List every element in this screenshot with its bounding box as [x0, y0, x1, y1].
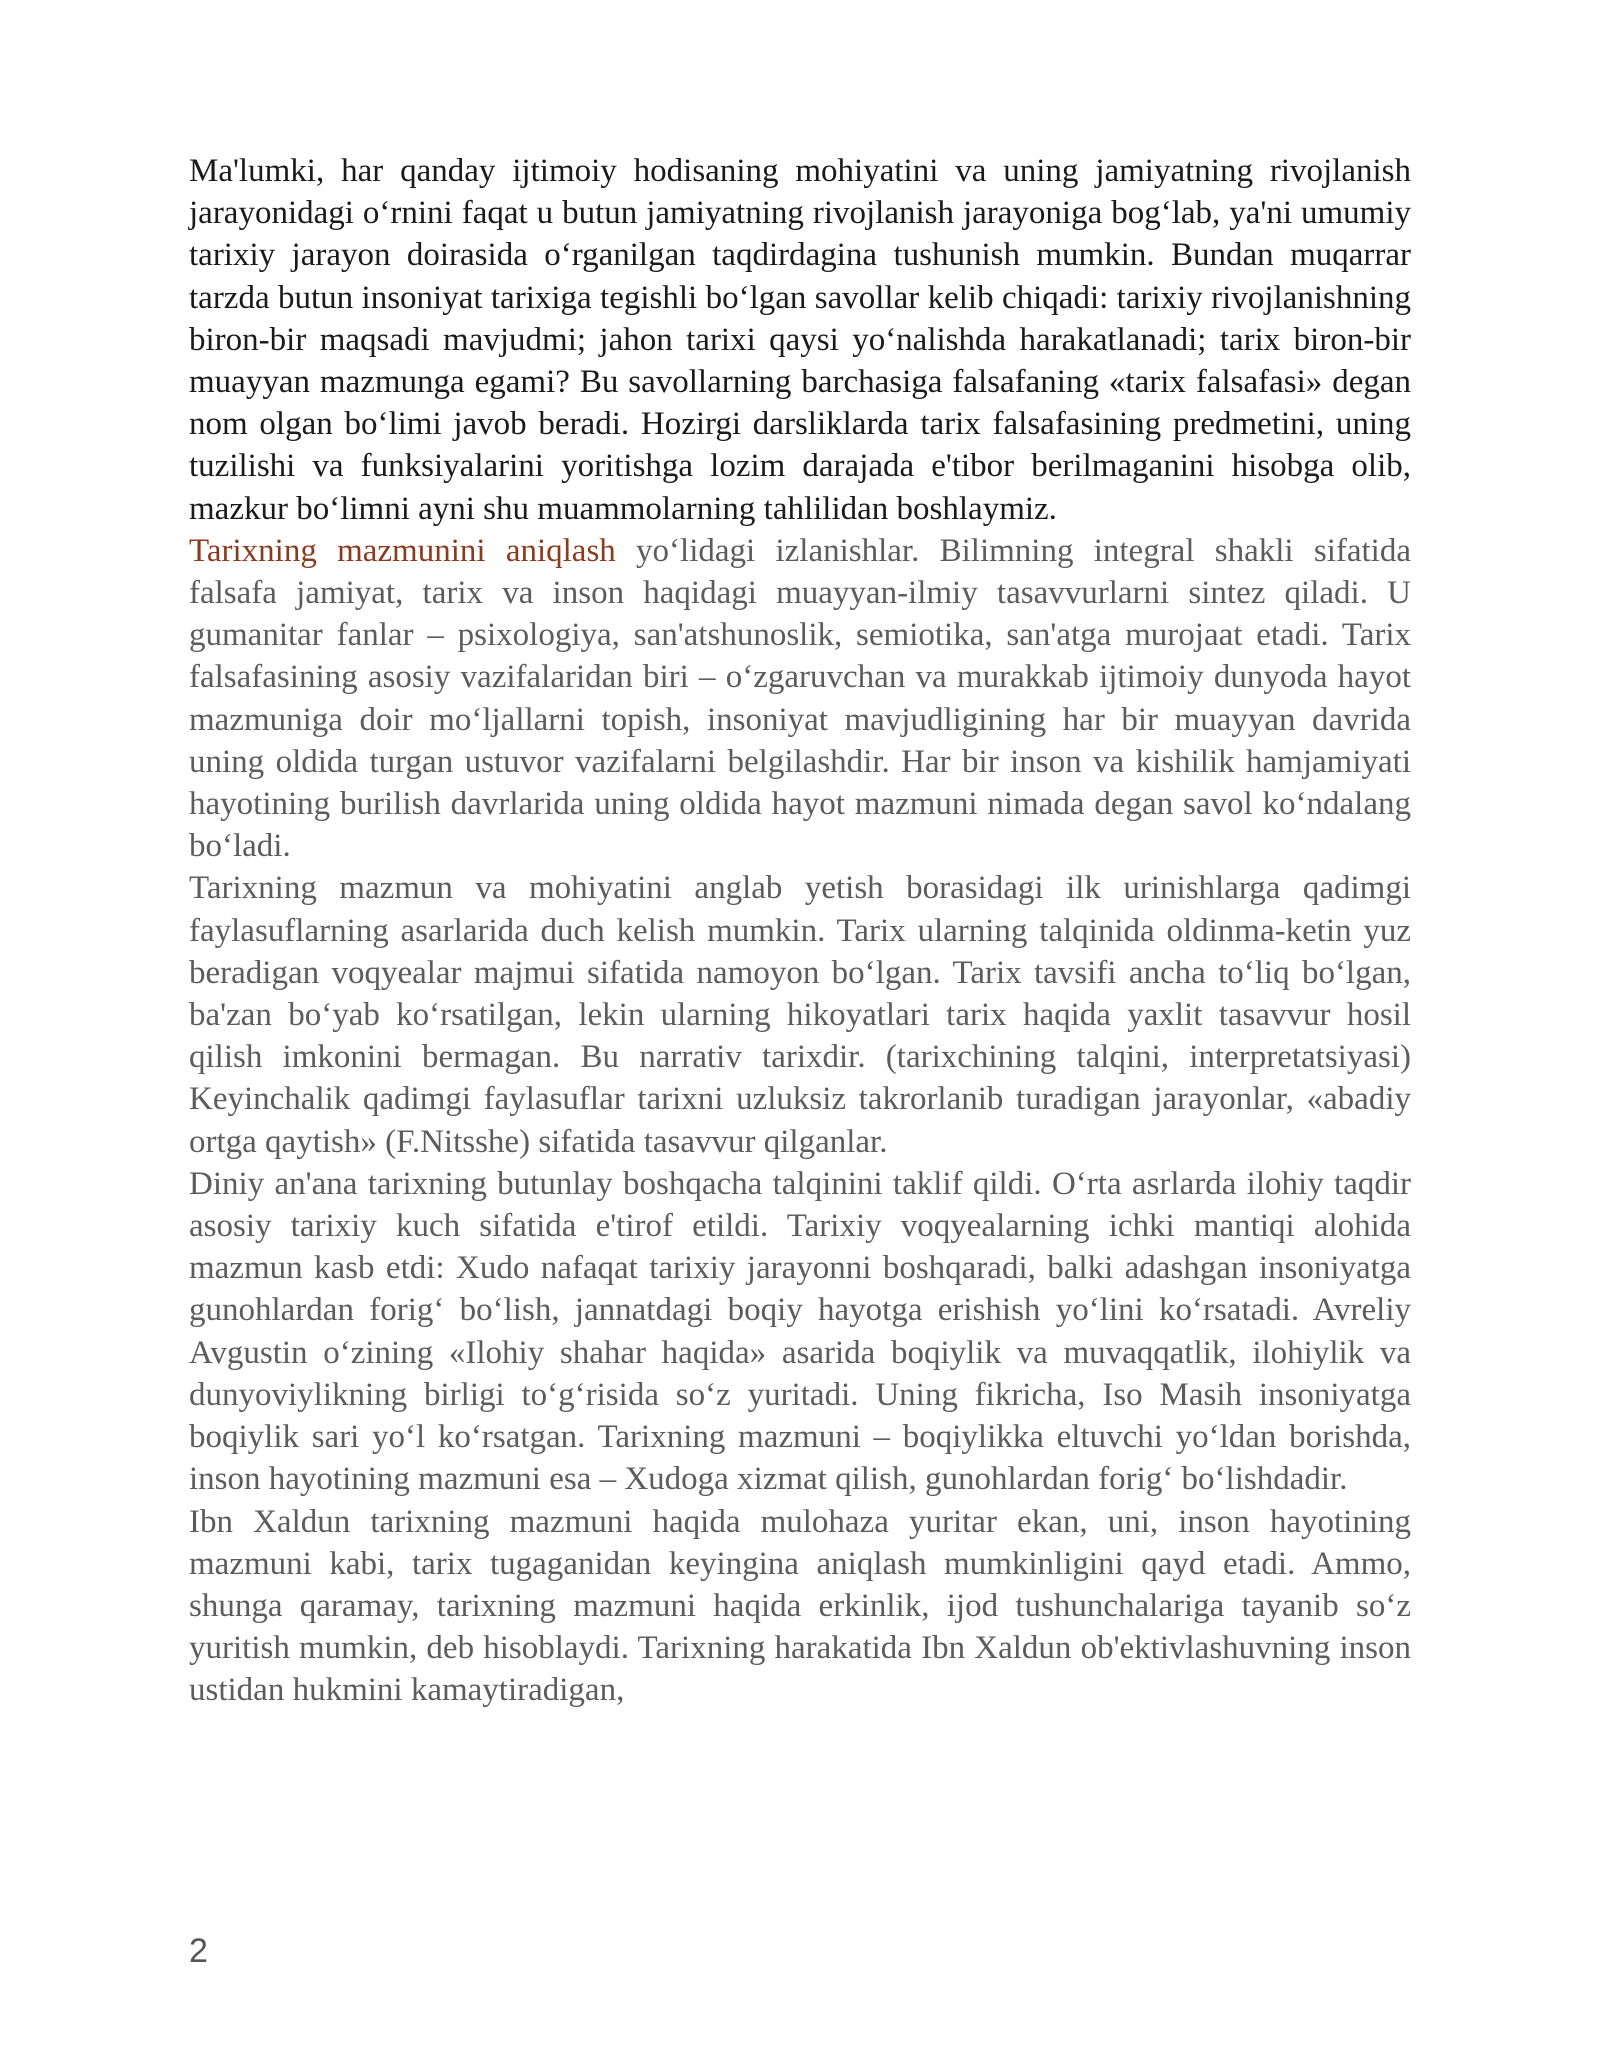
paragraph-intro: Ma'lumki, har qanday ijtimoiy hodisaning mohiyatini va uning jamiyatning rivojlanish jarayonidagi o‘rnini faqat u butun jamiyatning rivojlanish jarayoniga bog‘lab, ya'ni umumiy tarixiy jarayon doirasida o‘rganilgan taqdirdagina tushunish mumkin. Bundan muqarrar tarzda butun insoniyat tarixiga tegishli bo‘lgan savollar kelib chiqadi: tarixiy rivojlanishning biron-bir maqsadi mavjudmi; jahon tarixi qaysi yo‘nalishda harakatlanadi; tarix biron-bir muayyan mazmunga egami? Bu savollarning barchasiga falsafaning «tarix falsafasi» degan nom olgan bo‘limi javob beradi. Hozirgi darsliklarda tarix falsafasining predmetini, uning tuzilishi va funksiyalarini yoritishga lozim darajada e'tibor berilmaganini hisobga olib, mazkur bo‘limni ayni shu muammolarning tahlilidan boshlaymiz. — [189, 153, 1411, 527]
paragraph-ibn-khaldun: Ibn Xaldun tarixning mazmuni haqida mulohaza yuritar ekan, uni, inson hayotining mazmuni kabi, tarix tugaganidan keyingina aniqlash mumkinligini qayd etadi. Ammo, shunga qaramay, tarixning mazmuni haqida erkinlik, ijod tushunchalariga tayanib so‘z yuritish mumkin, deb hisoblaydi. Tarixning harakatida Ibn Xaldun ob'ektivlashuvning inson ustidan hukmini kamaytiradigan, — [189, 1503, 1411, 1709]
body-text — [189, 150, 1411, 1712]
paragraph-meaning-search-text: yo‘lidagi izlanishlar. Bilimning integral shakli sifatida falsafa jamiyat, tarix va inson haqidagi muayyan-ilmiy tasavvurlarni sintez qiladi. U gumanitar fanlar – psixologiya, san'atshunoslik, semiotika, san'atga murojaat etadi. Tarix falsafasining asosiy vazifalaridan biri – o‘zgaruvchan va murakkab ijtimoiy dunyoda hayot mazmuniga doir mo‘ljallarni topish, insoniyat mavjudligining har bir muayyan davrida uning oldida turgan ustuvor vazifalarni belgilashdir. Har bir inson va kishilik hamjamiyati hayotining burilish davrlarida uning oldida hayot mazmuni nimada degan savol ko‘ndalang bo‘ladi. — [189, 532, 1411, 865]
paragraph-religious-tradition: Diniy an'ana tarixning butunlay boshqacha talqinini taklif qildi. O‘rta asrlarda ilohiy taqdir asosiy tarixiy kuch sifatida e'tirof etildi. Tarixiy voqyealarning ichki mantiqi alohida mazmun kasb etdi: Xudo nafaqat tarixiy jarayonni boshqaradi, balki adashgan insoniyatga gunohlardan forig‘ bo‘lish, jannatdagi boqiy hayotga erishish yo‘lini ko‘rsatadi. Avreliy Avgustin o‘zining «Ilohiy shahar haqida» asarida boqiylik va muvaqqatlik, ilohiylik va dunyoviylikning birligi to‘g‘risida so‘z yuritadi. Uning fikricha, Iso Masih insoniyatga boqiylik sari yo‘l ko‘rsatgan. Tarixning mazmuni – boqiylikka eltuvchi yo‘ldan borishda, inson hayotining mazmuni esa – Xudoga xizmat qilish, gunohlardan forig‘ bo‘lishdadir. — [189, 1165, 1411, 1498]
page-number: 2 — [189, 1932, 208, 1970]
paragraph-meaning-search — [189, 530, 1411, 868]
section-heading: Tarixning mazmunini aniqlash — [189, 532, 616, 569]
paragraph-ancient-philosophers: Tarixning mazmun va mohiyatini anglab yetish borasidagi ilk urinishlarga qadimgi faylasuflarning asarlarida duch kelish mumkin. Tarix ularning talqinida oldinma-ketin yuz beradigan voqyealar majmui sifatida namoyon bo‘lgan. Tarix tavsifi ancha to‘liq bo‘lgan, ba'zan bo‘yab ko‘rsatilgan, lekin ularning hikoyatlari tarix haqida yaxlit tasavvur hosil qilish imkonini bermagan. Bu narrativ tarixdir. (tarixchining talqini, interpretatsiyasi) Keyinchalik qadimgi faylasuflar tarixni uzluksiz takrorlanib turadigan jarayonlar, «abadiy ortga qaytish» (F.Nitsshe) sifatida tasavvur qilganlar. — [189, 870, 1411, 1160]
